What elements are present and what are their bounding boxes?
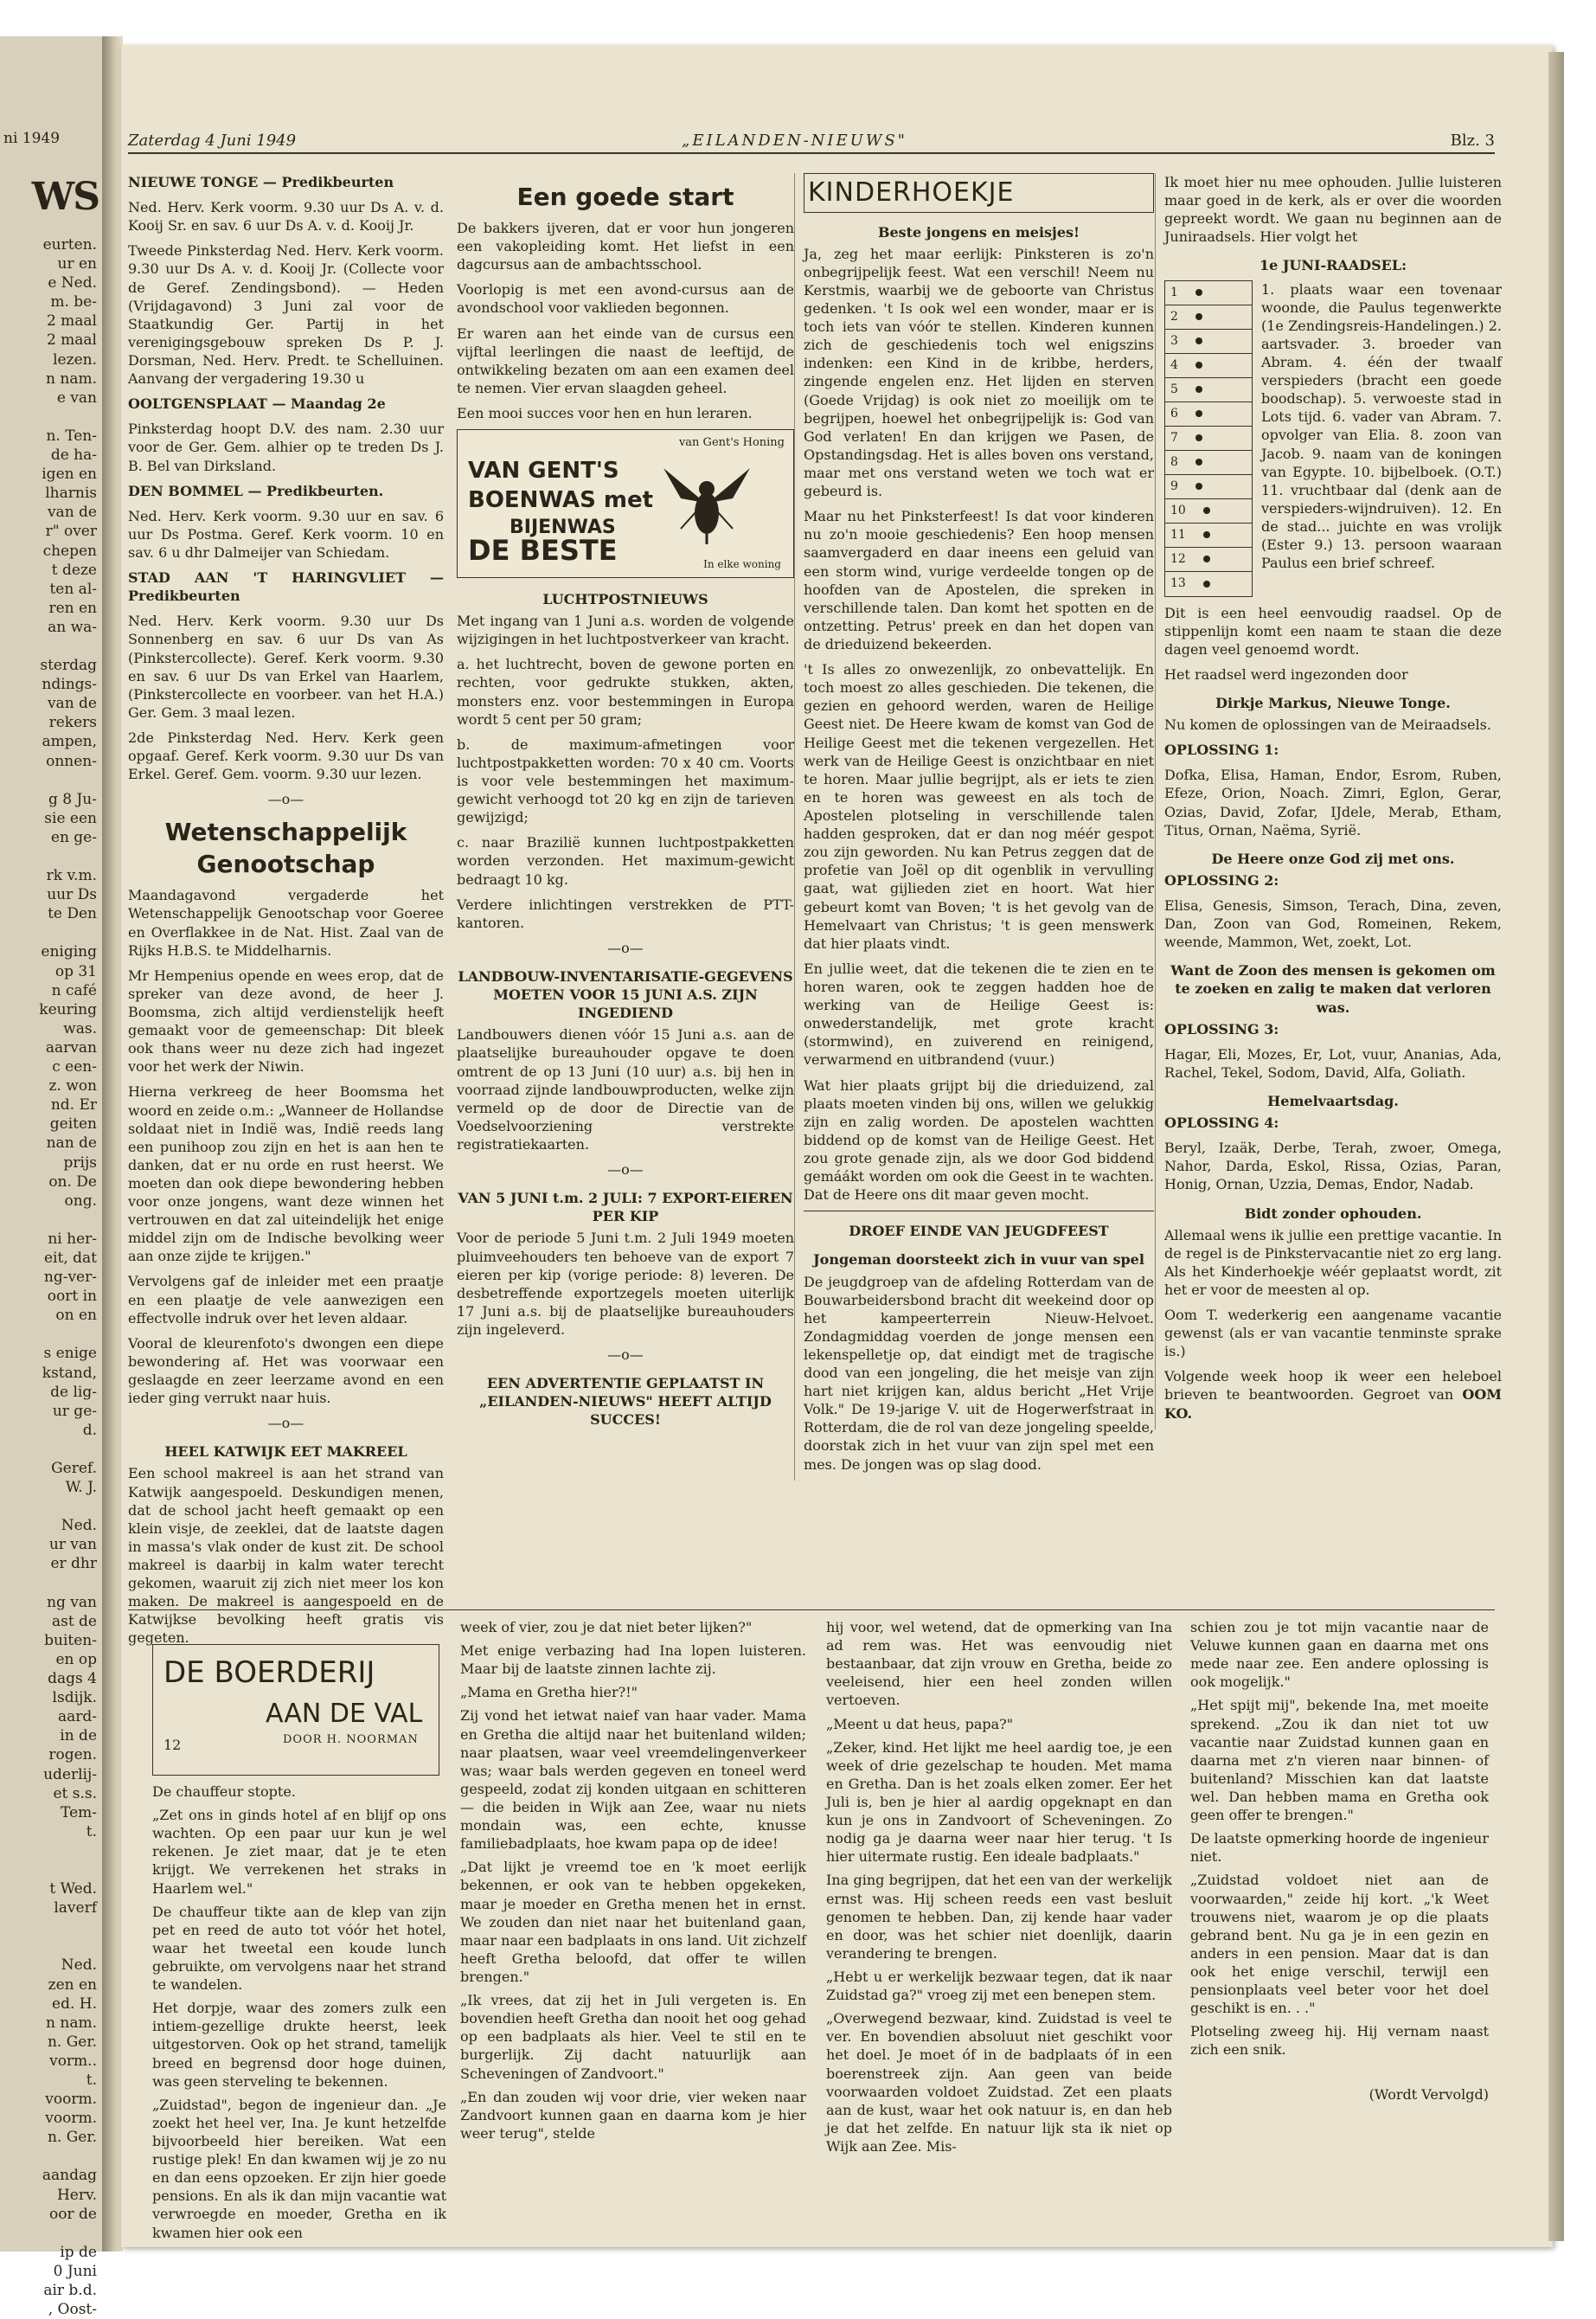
dot-icon (1195, 386, 1202, 393)
paragraph: Maar nu het Pinksterfeest! Is dat voor kinderen nu zo'n mooie geschiedenis? Een hoop mensen saamvergaderd en daar ineens een geluid van een storm wind, vurige verdeelde tongen op de hoofden van de Apostelen, die spreken in verschillende talen. Dan komt het spotten en de ontzetting. Petrus' preek en dan het dopen van de drieduizend bekeerden. (804, 508, 1154, 652)
separator: —o— (607, 1161, 644, 1179)
serial-paragraph: De chauffeur tikte aan de klep van zijn pet en reed de auto tot vóór het hotel, waar het tweetal een koude lunch gebruikte, om vervolgens naar het strand te wandelen. (152, 1903, 446, 1994)
signature: OOM KO. (1164, 1386, 1503, 1422)
solution-answer: Want de Zoon des mensen is gekomen om te zoeken en zalig te maken dat verloren was. (1170, 962, 1496, 1016)
church-news-list (128, 173, 444, 783)
fragment-line: ni her- (48, 1230, 97, 1248)
serial-paragraph: Zij vond het ietwat naief van haar vader. Mama en Gretha die altijd naar het buitenland wilden; naar plaatsen, waar veel vreemdelingenverkeer was; waar bals werden gegeven en toneel werd gespeeld, zodat zij konden uitgaan en schitteren — die beiden in Wijk aan Zee, waar nu niets mondain was, een echte, knusse familiebadplaats, hoe kwam papa op de idee! (460, 1707, 806, 1853)
article-subtitle: Jongeman doorsteekt zich in vuur van spel (813, 1251, 1144, 1269)
puzzle-row-number: 5 (1170, 382, 1178, 396)
separator: —o— (607, 939, 644, 956)
fragment-line: Geref. (51, 1460, 97, 1477)
puzzle-row-number: 6 (1170, 406, 1178, 421)
fragment-line: kstand, (42, 1364, 97, 1382)
serial-title: DE BOERDERIJ (163, 1655, 375, 1690)
fragment-line: aandag (42, 2167, 97, 2185)
article-body: Voor de periode 5 Juni t.m. 2 Juli 1949 moeten pluimveehouders ten behoeve van de export 7 eieren per kip (vorige periode: 8) leveren. De desbetreffende exportzegels moeten uiterlijk 17 Juni a.s. bij de plaatselijke bureauhouders zijn ingeleverd. (457, 1230, 794, 1338)
fragment-line (0, 1841, 102, 1860)
article-body: Landbouwers dienen vóór 15 Juni a.s. aan de plaatselijke bureauhouder opgave te doen omtrent de op 13 Juni (10 uur) a.s. bij hen in voorraad zijnde landbouwproducten, welke zijn vermeld op de door de Directie van de Voedselvoorziening verstrekte registratiekaarten. (457, 1026, 794, 1153)
solution-heading: OPLOSSING 3: (1164, 1020, 1279, 1037)
article-title: VAN 5 JUNI t.m. 2 JULI: 7 EXPORT-EIEREN PER KIP (458, 1190, 793, 1225)
paragraph: Voorlopig is met een avond-cursus aan de avondschool voor vaklieden begonnen. (457, 281, 794, 317)
column-puzzle (1155, 173, 1502, 1429)
fragment-line: vorm.. (49, 2052, 97, 2070)
article-title: Wetenschappelijk Genootschap (164, 818, 407, 879)
fragment-line: , Oost- (48, 2301, 97, 2319)
separator: —o— (267, 1415, 304, 1432)
puzzle-row (1165, 402, 1252, 427)
fragment-line: ng-ver- (43, 1269, 97, 1287)
fragment-line (0, 1440, 102, 1459)
serial-header (152, 1644, 439, 1776)
fragment-line: ren en (48, 599, 97, 617)
fragment-line (0, 1937, 102, 1956)
puzzle-row (1165, 281, 1252, 305)
paragraph: Een mooi succes voor hen en hun leraren. (457, 404, 753, 421)
puzzle-row-number: 1 (1170, 285, 1178, 299)
puzzle-row-number: 13 (1170, 576, 1186, 591)
fragment-line: n nam. (46, 369, 97, 388)
puzzle-clues: 1. plaats waar een tovenaar woonde, die Paulus tegenwerkte (1e Zendingsreis-Handelingen.) 2. aartsvader. 3. broeder van Abram. 4. één der twaalf verspieders (bracht een goede boodschap). 5. verwoeste stad in Lots tijd. 6. vader van Abram. 7. opvolger van Elia. 8. zoon van Jacob. 9. naam van de koningen van Egypte. 10. bijbelboek. (O.T.) 11. vruchtbaar dal (denk aan de verspieders-wijndruiven). 12. En de stad... juichte en was vrolijk (Ester 9.) 13. persoon waaraan Paulus een brief schreef. (1261, 280, 1502, 572)
fragment-line (0, 1574, 102, 1593)
news-body: Ned. Herv. Kerk voorm. 9.30 uur Ds A. v. d. Kooij Sr. en sav. 6 uur Ds A. v. d. Kooij Jr. (128, 199, 444, 234)
dot-icon (1203, 556, 1210, 562)
solution-words: Hagar, Eli, Mozes, Er, Lot, vuur, Ananias, Ada, Rachel, Tekel, Sodom, David, Alfa, Goliath. (1164, 1045, 1502, 1081)
fragment-line: e Ned. (48, 274, 97, 292)
puzzle-row-number: 2 (1170, 309, 1178, 324)
fragment-line: Herv. (56, 2186, 97, 2204)
dot-icon (1195, 313, 1202, 320)
fragment-line: r" over (45, 523, 97, 541)
fragment-line (0, 2224, 102, 2243)
serial-text (1190, 1618, 1489, 2059)
news-heading: OOLTGENSPLAAT — Maandag 2e (128, 395, 386, 413)
fragment-line: g 8 Ju- (48, 790, 97, 808)
serial-paragraph: „Zuidstad voldoet niet aan de voorwaarden," zeide hij kort. „'k Weet trouwens niet, waarom je op die plaats gebrand bent. Nu ga je in een gezin en anders in een pension. Maar dat is dan ook het enige verschil, terwijl een pensionplaats veel beter voor het doel geschikt is en. . ." (1190, 1872, 1489, 2017)
paragraph: Er waren aan het einde van de cursus een vijftal leerlingen die naast de leeftijd, de ontwikkeling bezaten om aan een examen deel te nemen. Vier ervan slaagden geheel. (457, 324, 794, 396)
ad-product: BOENWAS met (468, 487, 654, 514)
fragment-line: et s.s. (53, 1784, 97, 1802)
article-body: Nu komen de oplossingen van de Meiraadsels. (1164, 716, 1491, 734)
fragment-line: ur en (57, 255, 97, 273)
fragment-line: in de (60, 1727, 97, 1745)
fragment-line: ur ge- (52, 1402, 97, 1420)
dot-icon (1195, 410, 1202, 417)
fragment-line: ast de (51, 1612, 97, 1630)
paragraph: Ja, zeg het maar eerlijk: Pinksteren is zo'n onbegrijpelijk feest. Wat een verschil! Neem nu Kerstmis, waarbij we de geboorte van Christus gedenken. 't Is ook wel een wonder, maar er is toch iets van vóór te stellen. Kinderen kunnen zich de geschiedenis toch wel enigszins indenken: een Kind in de kribbe, herders, zingende engelen enz. Het lijden en sterven (Goede Vrijdag) is ook niet zo moeilijk om te begrijpen, hoewel het onbegrijpelijk is: God van God verlaten! En dan krijgen we Pasen, de Opstandingsdag. Het is alles boven ons verstand, maar met ons verstand weten we toch wat er gebeurd is. (804, 245, 1154, 500)
fragment-line: dags 4 (48, 1670, 97, 1688)
fragment-line: buiten- (44, 1631, 97, 1649)
fragment-line: d. (82, 1421, 97, 1439)
fragment-line: ong. (64, 1192, 97, 1210)
article-body (804, 245, 1154, 1204)
bee-icon (655, 459, 759, 546)
article-body: De jeugdgroep van de afdeling Rotterdam van de Bouwarbeidersbond bracht dit weekeind door op het kampeerterrein Nieuw-Helvoet. Zondagmiddag voerden de jonge mensen een lekenspelletje op, dat eindigt met de tragische dood van een jongeling, die het meisje van zijn hart niet krijgen kan, aldus bericht „Het Vrije Volk." De 19-jarige V. uit de Hogerwerfstraat in Rotterdam, die de rol van deze jongeling speelde, doorstak zich in het vuur van zijn spel met een mes. De jongen was op slag dood. (804, 1273, 1154, 1473)
paragraph: Vervolgens gaf de inleider met een praatje en een plaatje de vele aanwezigen een effectvolle indruk over het leven aldaar. (128, 1273, 444, 1327)
fragment-line: Ned. (61, 1956, 97, 1975)
fragment-line: ndings- (42, 676, 97, 694)
fragment-line: ten al- (49, 580, 97, 598)
fragment-line: Tem- (61, 1803, 97, 1821)
fragment-line: 2 maal (46, 331, 97, 350)
fragment-line: lharnis (45, 485, 97, 503)
article-list (457, 655, 794, 888)
puzzle-row (1165, 427, 1252, 451)
article-body: Met ingang van 1 Juni a.s. worden de volgende wijzigingen in het luchtpostverkeer van kracht. (457, 613, 794, 648)
article-title: DROEF EINDE VAN JEUGDFEEST (849, 1223, 1109, 1240)
article-body: Het raadsel werd ingezonden door (1164, 665, 1408, 683)
fragment-line: t Wed. (49, 1880, 97, 1898)
fragment-line: aarvan (45, 1038, 97, 1057)
dot-icon (1195, 289, 1202, 296)
fragment-line (0, 1325, 102, 1344)
fragment-line: van de (47, 504, 97, 522)
serial-paragraph: „Dat lijkt je vreemd toe en 'k moet eerlijk bekennen, er ook van te hebben opgekeken, maar je moeder en Gretha menen het in ernst. We zouden dan niet naar het buitenland gaan, maar naar een badplaats in ons land. Uit zichzelf heeft Gretha beloofd, dat offer te willen brengen." (460, 1859, 806, 1985)
solution-heading: OPLOSSING 4: (1164, 1115, 1279, 1132)
paragraph: Mr Hempenius opende en wees erop, dat de spreker van deze avond, de heer J. Boomsma, zich altijd verdienstelijk heeft gemaakt voor de gemeenschap: Dit bleek ook thans weer nu deze zich had ingezet voor het werk der Niwin. (128, 967, 444, 1076)
article-body: Dit is een heel eenvoudig raadsel. Op de stippenlijn komt een naam te staan die deze dagen veel genoemd wordt. (1164, 604, 1502, 658)
puzzle-row-number: 8 (1170, 454, 1178, 469)
puzzle-sender: Dirkje Markus, Nieuwe Tonge. (1215, 694, 1451, 711)
fragment-line: an wa- (48, 618, 97, 636)
fragment-line: uderlij- (43, 1765, 97, 1783)
fragment-line: z. won (48, 1077, 97, 1095)
article-title: LUCHTPOSTNIEUWS (542, 591, 708, 608)
fragment-line: c een- (52, 1058, 97, 1076)
news-heading: DEN BOMMEL — Predikbeurten. (128, 482, 384, 499)
fragment-line: eniging (41, 943, 97, 961)
serial-paragraph: „En dan zouden wij voor drie, vier weken naar Zandvoort kunnen gaan en daarna kom je hier weer terug", stelde (460, 2088, 806, 2142)
header-title: „EILANDEN-NIEUWS" (682, 132, 907, 150)
fragment-line: chepen (42, 542, 97, 560)
puzzle-title: 1e JUNI-RAADSEL: (1259, 257, 1407, 274)
fragment-line: on en (55, 1307, 97, 1325)
dot-icon (1195, 337, 1202, 344)
puzzle-row (1165, 330, 1252, 354)
fragment-line (0, 2147, 102, 2166)
fragment-line: zen en (48, 1975, 97, 1994)
fragment-line (0, 408, 102, 427)
puzzle-row (1165, 354, 1252, 378)
previous-page-date: ni 1949 (3, 130, 61, 147)
article-body: Allemaal wens ik jullie een prettige vacantie. In de regel is de Pinkstervacantie niet zo erg lang. Als het Kinderhoekje wéér geplaatst wordt, zit het er voor de meesten al op. (1164, 1226, 1502, 1298)
solution-words: Beryl, Izaäk, Derbe, Terah, zwoer, Omega, Nahor, Darda, Eskol, Rissa, Ozias, Paran, Honig, Ornan, Uzzia, Demas, Endor, Nadab. (1164, 1140, 1502, 1193)
fragment-line: W. J. (65, 1479, 97, 1497)
ad-slogan: DE BESTE (468, 534, 618, 568)
fragment-line: n. Ger. (47, 2129, 97, 2147)
fragment-line: rogen. (48, 1746, 97, 1764)
separator: —o— (267, 791, 304, 808)
serial-paragraph: Ina ging begrijpen, dat het een van der werkelijk ernst was. Hij scheen reeds een vast besluit genomen te hebben. Dan, zij kende haar vader en door, was het schier niet doenlijk, daarin verandering te brengen. (826, 1872, 1172, 1962)
fragment-line: de lig- (50, 1383, 97, 1401)
article-title: LANDBOUW-INVENTARISATIE-GEGEVENS MOETEN VOOR 15 JUNI A.S. ZIJN INGEDIEND (458, 968, 793, 1022)
serial-paragraph: Het dorpje, waar des zomers zulk een intiem-gezellige drukte heerst, leek uitgestorven. Ook op het strand, tamelijk breed en begrensd door hoge duinen, was geen sterveling te bekennen. (152, 2000, 446, 2090)
fragment-line (0, 847, 102, 866)
dot-icon (1195, 483, 1202, 490)
fragment-line: prijs (63, 1153, 97, 1172)
fragment-line (0, 771, 102, 790)
article-body (1164, 1367, 1502, 1422)
advertisement-boenwas (457, 429, 794, 578)
column-church-news (128, 173, 444, 1654)
fragment-line: lezen. (53, 350, 97, 369)
fragment-line: nd. Er (50, 1096, 97, 1115)
fragment-line: aard- (57, 1708, 97, 1726)
paragraph: Hierna verkreeg de heer Boomsma het woord en zeide o.m.: „Wanneer de Hollandse soldaat niet in Indië was, Indië reeds lang een punihoop zou zijn en het is aan hen te danken, dat er nu orde en rust heerst. We moeten dan ook diepe bewondering hebben voor onze jongens, want deze winnen het vertrouwen en dat zal uiteindelijk het enige middel zijn om de Indische bevolking weer aan onze zijde te krijgen." (128, 1083, 444, 1265)
serial-paragraph: De laatste opmerking hoorde de ingenieur niet. (1190, 1830, 1489, 1866)
puzzle-grid (1164, 280, 1253, 597)
serial-column-1 (152, 1783, 446, 2247)
news-body: Ned. Herv. Kerk voorm. 9.30 uur Ds Sonnenberg en sav. 6 uur Ds van As (Pinkstercollecte). Geref. Kerk voorm. 9.30 en sav. 6 uur Ds van Erkel van Haarlem, (Pinkstercollecte en voorbeer. van het H.A.) Ger. Gem. 3 maal lezen. (128, 613, 444, 721)
news-body: 2de Pinksterdag Ned. Herv. Kerk geen opgaaf. Geref. Kerk voorm. 9.30 uur Ds van Erkel. Geref. Gem. voorm. 9.30 uur lezen. (128, 729, 444, 783)
article-title: HEEL KATWIJK EET MAKREEL (164, 1443, 407, 1461)
fragment-line: e van (56, 389, 97, 407)
fragment-line (0, 637, 102, 656)
fragment-line: s enige (43, 1345, 97, 1363)
fragment-line: Ned. (61, 1517, 97, 1535)
serial-paragraph: schien zou je tot mijn vacantie naar de Veluwe kunnen gaan en daarna met ons mede naar zee. Een andere oplossing is ook mogelijk." (1190, 1619, 1489, 1691)
solution-answer: Bidt zonder ophouden. (1244, 1204, 1422, 1222)
fragment-line: n. Ten- (46, 427, 97, 445)
previous-page-masthead-fragment: WS (31, 175, 99, 219)
fragment-line: ng van (47, 1593, 97, 1611)
puzzle-row (1165, 378, 1252, 402)
puzzle-row (1165, 475, 1252, 499)
dot-icon (1203, 581, 1210, 588)
fragment-line: en ge- (50, 828, 97, 846)
fragment-line: t. (86, 1822, 97, 1840)
list-item: c. naar Brazilië kunnen luchtpostpakketten worden verzonden. Het maximum-gewicht bedraagt 10 kg. (457, 834, 794, 888)
fragment-line (0, 1918, 102, 1937)
puzzle-row (1165, 572, 1252, 596)
fragment-line: t. (86, 2072, 97, 2089)
fragment-line: n. Ger. (47, 2033, 97, 2051)
fragment-line: sie een (44, 809, 97, 827)
fragment-line: n café (51, 981, 97, 999)
dot-icon (1195, 459, 1202, 466)
section-title: KINDERHOEKJE (804, 173, 1154, 213)
puzzle-row (1165, 305, 1252, 330)
column-news (457, 173, 794, 1433)
puzzle-row-number: 7 (1170, 430, 1178, 445)
fragment-line: onnen- (46, 752, 97, 770)
dot-icon (1203, 531, 1210, 538)
puzzle-row (1165, 499, 1252, 524)
article-body: Oom T. wederkerig een aangename vacantie gewenst (als er van vacantie tenminste sprake is.) (1164, 1307, 1502, 1360)
puzzle-row-number: 9 (1170, 479, 1178, 493)
serial-paragraph: „Zet ons in ginds hotel af en blijf op ons wachten. Op een paar uur kun je wel rekenen. Je ziet maar, dat je te eten krijgt. We verrekenen het straks in Haarlem wel." (152, 1807, 446, 1897)
column-kinderhoekje (794, 173, 1154, 1481)
serial-paragraph: „Mama en Gretha hier?!" (460, 1684, 638, 1701)
fragment-line: ampen, (42, 733, 97, 751)
puzzle-row (1165, 548, 1252, 572)
article-body (457, 219, 794, 422)
fragment-line: air b.d. (43, 2282, 97, 2300)
fragment-line: op 31 (54, 962, 97, 980)
serial-paragraph: „Het spijt mij", bekende Ina, met moeite sprekend. „Zou ik dan niet tot uw vacantie naar Zuidstad kunnen gaan en daarna met z'n vieren naar binnen- of buitenland? Misschien kan dat laatste wel. Dan hebben mama en Gretha ook geen offer te brengen." (1190, 1697, 1489, 1824)
serial-paragraph: De chauffeur stopte. (152, 1783, 296, 1800)
dot-icon (1203, 507, 1210, 514)
fragment-line: ur van (48, 1536, 97, 1554)
ad-footer: In elke woning (703, 558, 781, 571)
puzzle (1164, 280, 1502, 597)
article-body (128, 886, 444, 1407)
fragment-line: keuring (39, 1000, 97, 1018)
fragment-line (0, 923, 102, 942)
puzzle-row-number: 12 (1170, 551, 1186, 566)
serial-subtitle: AAN DE VAL (266, 1699, 423, 1729)
fragment-line: en op (55, 1650, 97, 1668)
serial-episode: 12 (163, 1737, 182, 1753)
solution-heading: OPLOSSING 2: (1164, 871, 1279, 889)
puzzle-row-number: 4 (1170, 357, 1178, 372)
fragment-line: uur Ds (47, 886, 97, 904)
fragment-line: igen en (42, 466, 97, 484)
fragment-line: de ha- (50, 446, 97, 465)
binding-gutter (102, 36, 123, 2252)
paragraph: En jullie weet, dat die tekenen die te zien en te horen waren, ook te zeggen hadden hoe de werking van de Heilige Geest is: onwederstandelijk, met grote kracht (stormwind), en zuiverend en reinigend, verwarmend en uitbrandend (vuur.) (804, 960, 1154, 1069)
serial-paragraph: „Meent u dat heus, papa?" (826, 1715, 1014, 1732)
header-date: Zaterdag 4 Juni 1949 (128, 132, 297, 150)
to-be-continued: (Wordt Vervolgd) (1368, 2085, 1489, 2103)
paragraph: Maandagavond vergaderde het Wetenschappelijk Genootschap voor Goeree en Overflakkee in de Nat. Hist. Zaal van de Rijks H.B.S. te Middelharnis. (128, 887, 444, 959)
solutions (1164, 741, 1502, 1222)
paragraph: Vooral de kleurenfoto's dwongen een diepe bewondering af. Het was voorwaar een geslaagde en zeer leerzame avond en een ieder ging verrukt naar huis. (128, 1334, 444, 1407)
fragment-line: ip de (60, 2243, 97, 2261)
puzzle-row-number: 11 (1170, 527, 1186, 542)
page-stack-edge (1548, 52, 1564, 2241)
separator: —o— (607, 1346, 644, 1364)
fragment-line: rekers (48, 714, 97, 732)
fragment-line: laverf (54, 1899, 97, 1918)
serial-paragraph: „Zeker, kind. Het lijkt me heel aardig toe, je een week of drie gezelschap te houden. Met mama en Gretha. Dan is het zoals elken zomer. Eer het Juli is, ben je hier al aardig opgeknapt en dan kun je ons in Zandvoort of Scheveningen. Zo nodig ga je daarna weer naar hier terug. 't Is hier uitermate rustig. Een ideale badplaats." (826, 1738, 1172, 1866)
puzzle-row-number: 10 (1170, 503, 1186, 517)
fragment-line: n nam. (46, 2014, 97, 2032)
solution-answer: De Heere onze God zij met ons. (1211, 850, 1455, 867)
serial-column-2 (460, 1618, 806, 2148)
ad-brand: VAN GENT'S (468, 458, 619, 485)
notice: EEN ADVERTENTIE GEPLAATST IN „EILANDEN-NIEUWS" HEEFT ALTIJD SUCCES! (479, 1375, 772, 1429)
fragment-line: lsdijk. (52, 1689, 97, 1707)
serial-column-3 (826, 1618, 1172, 2161)
paragraph: Wat hier plaats grijpt bij die drieduizend, zal plaats moeten vinden bij ons, willen we gelukkig zijn en zalig worden. De apostelen wachtten biddend op de komst van de Heilige Geest. Het zou grote genade zijn, als we door God biddend gemáákt worden om ook die Geest in te wachten. Dat de Heere ons dit maar geven mocht. (804, 1076, 1154, 1204)
paragraph: De bakkers ijveren, dat er voor hun jongeren een vakopleiding komt. Het liefst in een dagcursus aan de ambachtsschool. (457, 219, 794, 273)
serial-paragraph: „Overwegend bezwaar, kind. Zuidstad is veel te ver. En bovendien absoluut niet geschikt voor het doel. Je moet óf in de badplaats óf in een boerenstreek zijn. Aan geen van beide voorwaarden voldoet Zuidstad. Zet een plaats aan de kust, waar het ook natuur is, en dan heb je dat het zelfde. En natuur lijk sta ik niet op Wijk aan Zee. Mis- (826, 2010, 1172, 2155)
fragment-line: 0 Juni (53, 2262, 97, 2280)
fragment-line: eit, dat (44, 1249, 97, 1267)
serial-paragraph: „Zuidstad", begon de ingenieur dan. „Je zoekt het heel ver, Ina. Je kunt hetzelfde bijvoorbeeld hier bereiken. Wat een rustige plek! En dan kwamen wij je zo nu en dan eens opzoeken. Er zijn hier goede pensions. En als ik dan mijn vacantie wat verwroegde en moeder, Gretha en ik kwamen hier ook een (152, 2096, 446, 2241)
page-header (128, 132, 1495, 152)
fragment-line: te Den (48, 905, 97, 923)
solution-heading: OPLOSSING 1: (1164, 742, 1279, 759)
news-heading: STAD AAN 'T HARINGVLIET — Predikbeurten (128, 569, 444, 605)
divider (128, 1609, 1495, 1610)
puzzle-row (1165, 451, 1252, 475)
fragment-line: t deze (51, 561, 97, 579)
fragment-line (0, 1211, 102, 1230)
fragment-line: voorm. (45, 2110, 97, 2128)
article-body: Een school makreel is aan het strand van Katwijk aangespoeld. Deskundigen menen, dat de school jacht heeft gemaakt op een klein visje, de zeeklei, dat de laatste dagen in massa's vlak onder de kust zit. De school makreel is daarbij in kalm water terecht gekomen, waaruit zij zich niet meer los kon maken. De makreel is aangespoeld en de Katwijkse bevolking heeft gratis vis gegeten. (128, 1465, 444, 1647)
serial-paragraph: „Hebt u er werkelijk bezwaar tegen, dat ik naar Zuidstad ga?" vroeg zij met een benepen stem. (826, 1968, 1172, 2004)
dot-icon (1195, 434, 1202, 441)
news-heading: NIEUWE TONGE — Predikbeurten (128, 174, 394, 190)
fragment-line: rk v.m. (46, 867, 97, 885)
serial-paragraph: Plotseling zweeg hij. Hij vernam naast zich een snik. (1190, 2023, 1489, 2059)
ad-product-sub: BIJENWAS (510, 517, 616, 539)
fragment-line: was. (63, 1019, 97, 1037)
fragment-line: eurten. (42, 236, 97, 254)
fragment-line: 2 maal (46, 312, 97, 331)
list-item: b. de maximum-afmetingen voor luchtpostpakketten worden: 70 x 40 cm. Voorts is voor vele bestemmingen het maximum-gewicht verhoogd tot 20 kg en zijn de tarieven gewijzigd; (457, 736, 794, 826)
news-body: Tweede Pinksterdag Ned. Herv. Kerk voorm. 9.30 uur Ds A. v. d. Kooij Jr. (Collecte voor de Geref. Zendingsbond). — Heden (Vrijdagavond) 3 Juni zal voor de Staatkundig Ger. Partij in het verenigingsgebouw spreken Ds P. J. Dorsman, Ned. Herv. Predt. te Schelluinen. Aanvang der vergadering 19.30 u (128, 242, 444, 388)
solution-words: Dofka, Elisa, Haman, Endor, Esrom, Ruben, Efeze, Orion, Noach. Zimri, Eglon, Gerar, Ozias, David, Zofar, IJdele, Merab, Etham, Titus, Ornan, Naëma, Syrië. (1164, 767, 1502, 838)
fragment-line: voorm. (45, 2091, 97, 2109)
puzzle-row (1165, 524, 1252, 548)
news-body: Ned. Herv. Kerk voorm. 9.30 uur en sav. 6 uur Ds Postma. Geref. Kerk voorm. 10 en sav. 6 u dhr Dalmeijer van Schiedam. (128, 507, 444, 561)
article-body: Verdere inlichtingen verstrekken de PTT-kantoren. (457, 896, 794, 931)
fragment-line: nan de (46, 1134, 97, 1153)
puzzle-row-number: 3 (1170, 333, 1178, 348)
previous-page-edge (0, 36, 105, 2319)
fragment-line: er dhr (50, 1555, 97, 1573)
fragment-line: oort in (47, 1288, 97, 1306)
serial-column-4 (1190, 1618, 1489, 2109)
fragment-line: m. be- (50, 293, 97, 312)
fragment-line (0, 1497, 102, 1516)
fragment-line (0, 1860, 102, 1879)
header-page-number: Blz. 3 (1450, 132, 1495, 150)
fragment-line: geiten (49, 1115, 97, 1134)
fragment-line: oor de (49, 2205, 97, 2223)
fragment-line: van de (47, 695, 97, 713)
news-body: Pinksterdag hoopt D.V. des nam. 2.30 uur voor de Ger. Gem. alhier op te treden Ds J. B. Bel van Dirksland. (128, 421, 444, 474)
serial-paragraph: „Ik vrees, dat zij het in Juli vergeten is. En bovendien heeft Gretha dan nooit het oog gehad op een badplaats als hier. Veel te stil en te burgerlijk. Zij dacht natuurlijk aan Scheveningen of Zandvoort." (460, 1992, 806, 2082)
previous-page-text (0, 235, 102, 2319)
solution-answer: Hemelvaartsdag. (1267, 1092, 1399, 1109)
article-title: Een goede start (516, 183, 734, 211)
header-rule (128, 152, 1495, 154)
fragment-line: on. De (48, 1172, 97, 1191)
serial-author: DOOR H. NOORMAN (283, 1733, 419, 1746)
paragraph: 't Is alles zo onwezenlijk, zo onbevattelijk. En toch moest zo alles geschieden. Die tekenen, die gezien en gehoord werden, waren de Heilige Geest niet. De Heere kwam de komst van God de Heilige Geest met die tekenen vergezellen. Het werk van de Heilige Geest is onzichtbaar en niet te horen. Maar jullie begrijpt, als er iets te zien en te horen was geweest en als toch de Apostelen plotseling in verschillende talen hadden gesproken, dat er dan nog méér gespot zou zijn geworden. Nu kan Petrus zeggen dat de profetie van Joël op dit ogenblik in vervulling gaat, wat gijlieden ziet en hoort. Wat hier gebeurt komt van Boven; 't is het gevolg van de Hemelvaart van Christus; 't is geen menswerk dat hier plaats vindt. (804, 661, 1154, 952)
closing-text: Volgende week hoop ik weer een heleboel brieven te beantwoorden. Gegroet van (1164, 1368, 1502, 1404)
dot-icon (1195, 362, 1202, 369)
article-body: Ik moet hier nu mee ophouden. Jullie luisteren maar goed in de kerk, als er over die woorden gepreekt wordt. We gaan nu beginnen aan de Juniraadsels. Hier volgt het (1164, 174, 1502, 246)
serial-paragraph: week of vier, zou je dat niet beter lijken?" (460, 1619, 753, 1635)
ad-tagline: van Gent's Honing (678, 436, 785, 450)
serial-paragraph: Met enige verbazing had Ina lopen luisteren. Maar bij de laatste zinnen lachte zij. (460, 1642, 806, 1678)
solution-words: Elisa, Genesis, Simson, Terach, Dina, zeven, Dan, Zoon van God, Romeinen, Rekem, weende, Mammon, Wet, zoekt, Lot. (1164, 896, 1502, 951)
fragment-line: sterdag (40, 657, 97, 675)
list-item: a. het luchtrecht, boven de gewone porten en rechten, voor gedrukte stukken, akten, monsters enz. voor bestemmingen in Europa wordt 5 cent per 50 gram; (457, 656, 794, 728)
serial-paragraph: hij voor, wel wetend, dat de opmerking van Ina ad rem was. Het was eenvoudig niet bestaanbaar, dat zijn vrouw en Gretha, beide zo veeleisend, hier een heel zonden willen vertoeven. (826, 1619, 1172, 1709)
fragment-line: ed. H. (52, 1995, 97, 2013)
section-subtitle: Beste jongens en meisjes! (877, 223, 1080, 241)
